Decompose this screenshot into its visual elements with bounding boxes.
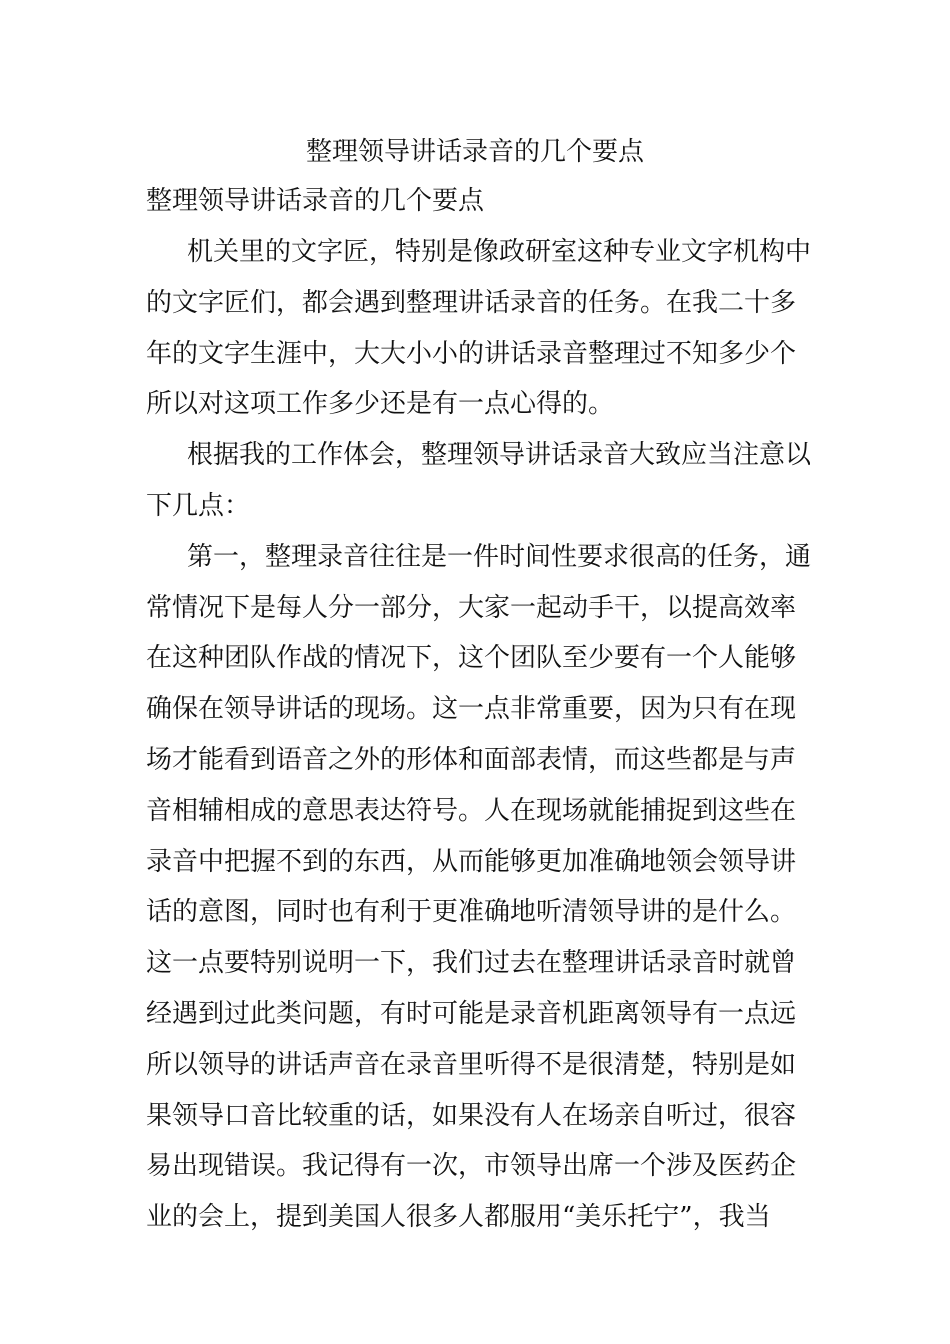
document-subtitle: 整理领导讲话录音的几个要点 bbox=[146, 186, 485, 216]
body-line: 易出现错误。我记得有一次，市领导出席一个涉及医药企 bbox=[146, 1151, 797, 1182]
body-line: 音相辅相成的意思表达符号。人在现场就能捕捉到这些在 bbox=[146, 795, 797, 826]
body-line: 下几点： bbox=[146, 490, 251, 521]
body-line: 场才能看到语音之外的形体和面部表情，而这些都是与声 bbox=[146, 744, 797, 775]
body-line: 的文字匠们，都会遇到整理讲话录音的任务。在我二十多 bbox=[146, 287, 797, 318]
body-line: 在这种团队作战的情况下，这个团队至少要有一个人能够 bbox=[146, 643, 797, 674]
body-line: 确保在领导讲话的现场。这一点非常重要，因为只有在现 bbox=[146, 694, 797, 725]
body-line: 所以对这项工作多少还是有一点心得的。 bbox=[146, 389, 615, 420]
body-line: 所以领导的讲话声音在录音里听得不是很清楚，特别是如 bbox=[146, 1049, 797, 1080]
body-line: 话的意图，同时也有利于更准确地听清领导讲的是什么。 bbox=[146, 897, 797, 928]
body-line: 这一点要特别说明一下，我们过去在整理讲话录音时就曾 bbox=[146, 948, 797, 979]
body-line: 业的会上，提到美国人很多人都服用“美乐托宁”，我当 bbox=[146, 1202, 771, 1233]
body-line: 常情况下是每人分一部分，大家一起动手干，以提高效率 bbox=[146, 592, 797, 623]
body-line: 根据我的工作体会，整理领导讲话录音大致应当注意以 bbox=[187, 440, 812, 471]
body-line: 第一，整理录音往往是一件时间性要求很高的任务，通 bbox=[187, 541, 812, 572]
body-line: 经遇到过此类问题，有时可能是录音机距离领导有一点远 bbox=[146, 998, 797, 1029]
document-body bbox=[146, 227, 816, 1243]
body-line: 机关里的文字匠，特别是像政研室这种专业文字机构中 bbox=[187, 237, 812, 267]
body-line: 果领导口音比较重的话，如果没有人在场亲自听过，很容 bbox=[146, 1100, 797, 1131]
document-title: 整理领导讲话录音的几个要点 bbox=[305, 137, 644, 167]
body-line: 录音中把握不到的东西，从而能够更加准确地领会领导讲 bbox=[146, 846, 797, 877]
body-line: 年的文字生涯中，大大小小的讲话录音整理过不知多少个 bbox=[146, 338, 797, 369]
